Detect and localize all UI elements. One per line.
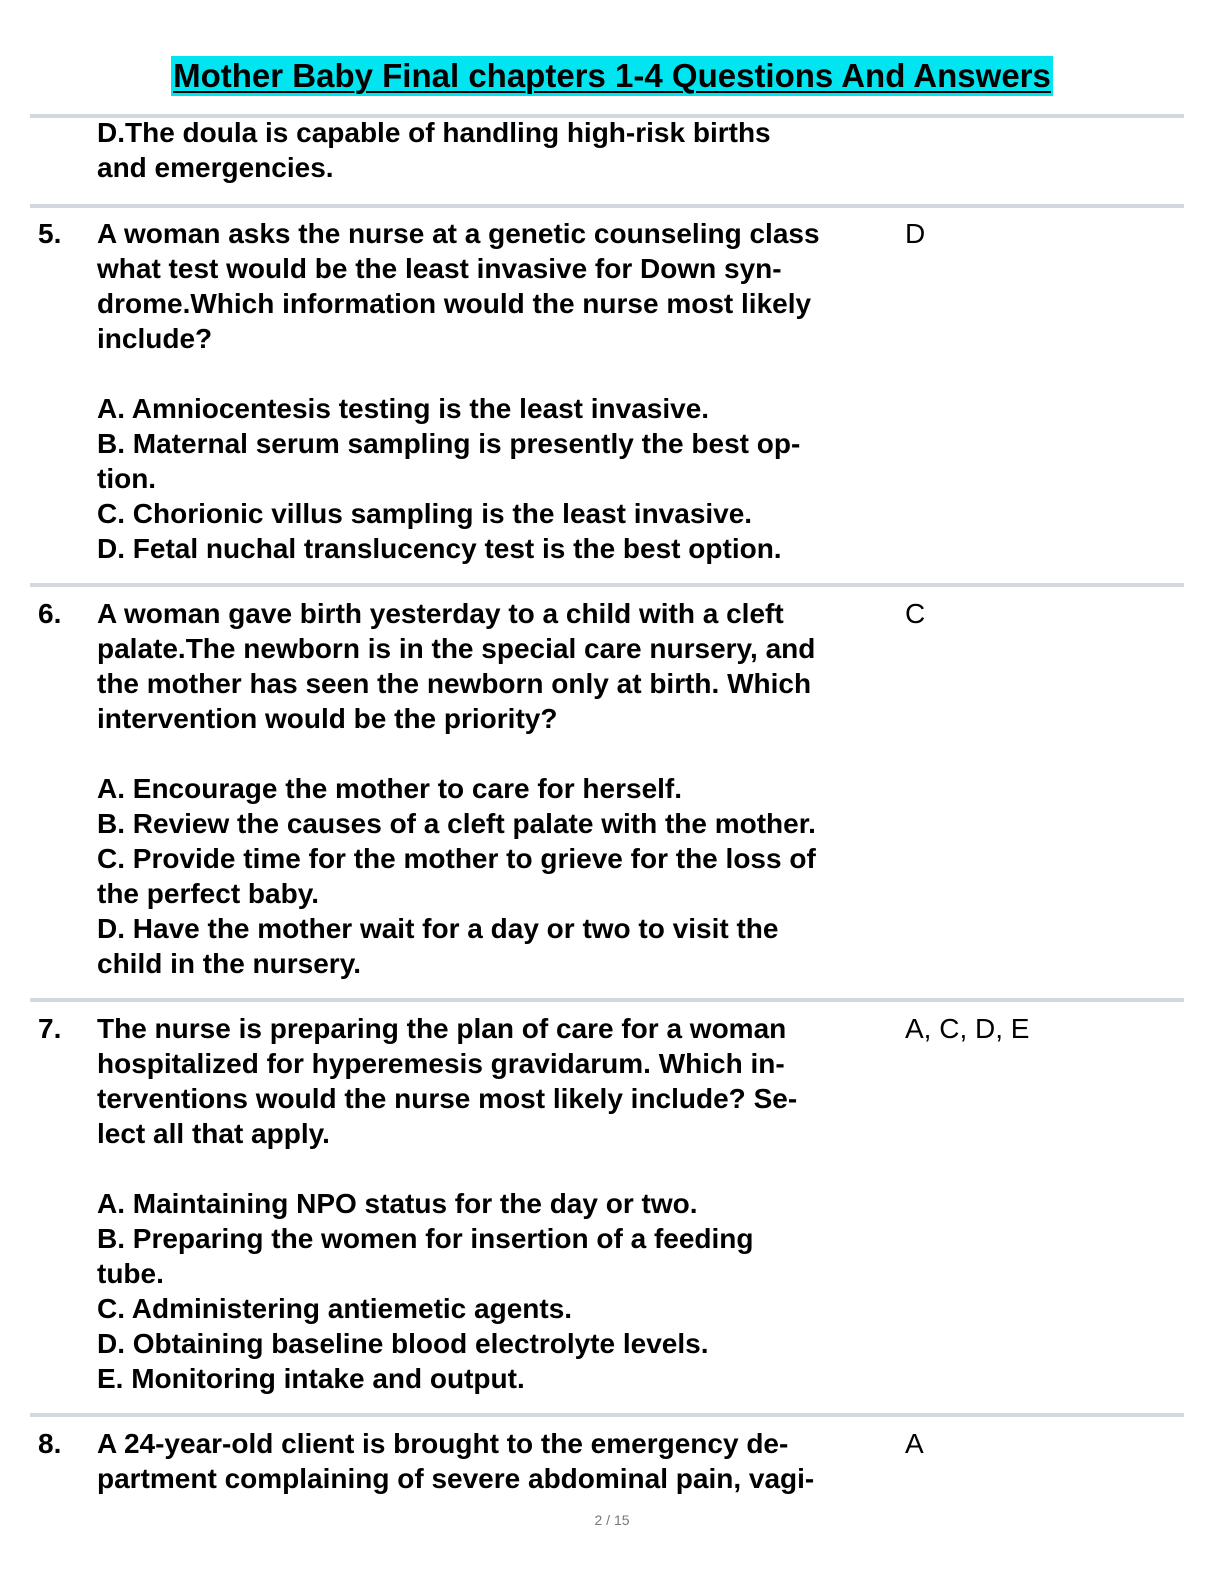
option-line: child in the nursery. bbox=[97, 948, 361, 979]
question-stem-line: A woman asks the nurse at a genetic counseling class bbox=[97, 218, 820, 249]
title-wrap bbox=[0, 56, 1224, 96]
question-stem-line: hospitalized for hyperemesis gravidarum. Which in- bbox=[97, 1048, 785, 1079]
option-line: B. Review the causes of a cleft palate with the mother. bbox=[97, 808, 816, 839]
question-stem-line: terventions would the nurse most likely include? Se- bbox=[97, 1083, 798, 1114]
question-number: 5. bbox=[38, 218, 62, 249]
question-number: 6. bbox=[38, 598, 62, 629]
text-line: and emergencies. bbox=[97, 152, 334, 183]
question-text bbox=[97, 1426, 897, 1496]
question-stem-line: A woman gave birth yesterday to a child with a cleft bbox=[97, 598, 784, 629]
option-line: D. Fetal nuchal translucency test is the best option. bbox=[97, 533, 782, 564]
continuation-text bbox=[97, 115, 897, 185]
page-number: 2 / 15 bbox=[594, 1512, 630, 1528]
question-number: 8. bbox=[38, 1428, 62, 1459]
question-number: 7. bbox=[38, 1013, 62, 1044]
option-line: B. Preparing the women for insertion of a feeding bbox=[97, 1223, 754, 1254]
option-line: C. Administering antiemetic agents. bbox=[97, 1293, 573, 1324]
question-stem-line: lect all that apply. bbox=[97, 1118, 330, 1149]
question-stem-line: what test would be the least invasive for Down syn- bbox=[97, 253, 782, 284]
question-stem-line: intervention would be the priority? bbox=[97, 703, 558, 734]
option-line: A. Maintaining NPO status for the day or two. bbox=[97, 1188, 698, 1219]
option-line: A. Amniocentesis testing is the least invasive. bbox=[97, 393, 710, 424]
question-stem-line: partment complaining of severe abdominal pain, vagi- bbox=[97, 1463, 815, 1494]
page-title: Mother Baby Final chapters 1-4 Questions And Answers bbox=[173, 57, 1051, 94]
option-line: C. Chorionic villus sampling is the least invasive. bbox=[97, 498, 753, 529]
question-stem-line: A 24-year-old client is brought to the emergency de- bbox=[97, 1428, 789, 1459]
question-stem-line: drome.Which information would the nurse most likely bbox=[97, 288, 812, 319]
divider bbox=[30, 998, 1184, 1002]
divider bbox=[30, 583, 1184, 587]
option-line: A. Encourage the mother to care for herself. bbox=[97, 773, 683, 804]
question-stem-line: The nurse is preparing the plan of care for a woman bbox=[97, 1013, 787, 1044]
option-line: E. Monitoring intake and output. bbox=[97, 1363, 525, 1394]
question-stem-line: the mother has seen the newborn only at birth. Which bbox=[97, 668, 812, 699]
option-line: D. Have the mother wait for a day or two to visit the bbox=[97, 913, 779, 944]
option-line: B. Maternal serum sampling is presently the best op- bbox=[97, 428, 801, 459]
text-line: D.The doula is capable of handling high-risk births bbox=[97, 117, 771, 148]
question-text bbox=[97, 216, 897, 566]
answer-key: D bbox=[905, 218, 926, 249]
question-text bbox=[97, 596, 897, 981]
option-line: tion. bbox=[97, 463, 157, 494]
option-line: tube. bbox=[97, 1258, 164, 1289]
divider bbox=[30, 1413, 1184, 1417]
option-line: C. Provide time for the mother to grieve for the loss of bbox=[97, 843, 816, 874]
divider bbox=[30, 204, 1184, 208]
option-line: D. Obtaining baseline blood electrolyte levels. bbox=[97, 1328, 709, 1359]
question-text bbox=[97, 1011, 897, 1396]
option-line: the perfect baby. bbox=[97, 878, 319, 909]
question-stem-line: palate.The newborn is in the special care nursery, and bbox=[97, 633, 816, 664]
answer-key: A, C, D, E bbox=[905, 1013, 1030, 1044]
answer-key: C bbox=[905, 598, 926, 629]
question-stem-line: include? bbox=[97, 323, 213, 354]
answer-key: A bbox=[905, 1428, 924, 1459]
